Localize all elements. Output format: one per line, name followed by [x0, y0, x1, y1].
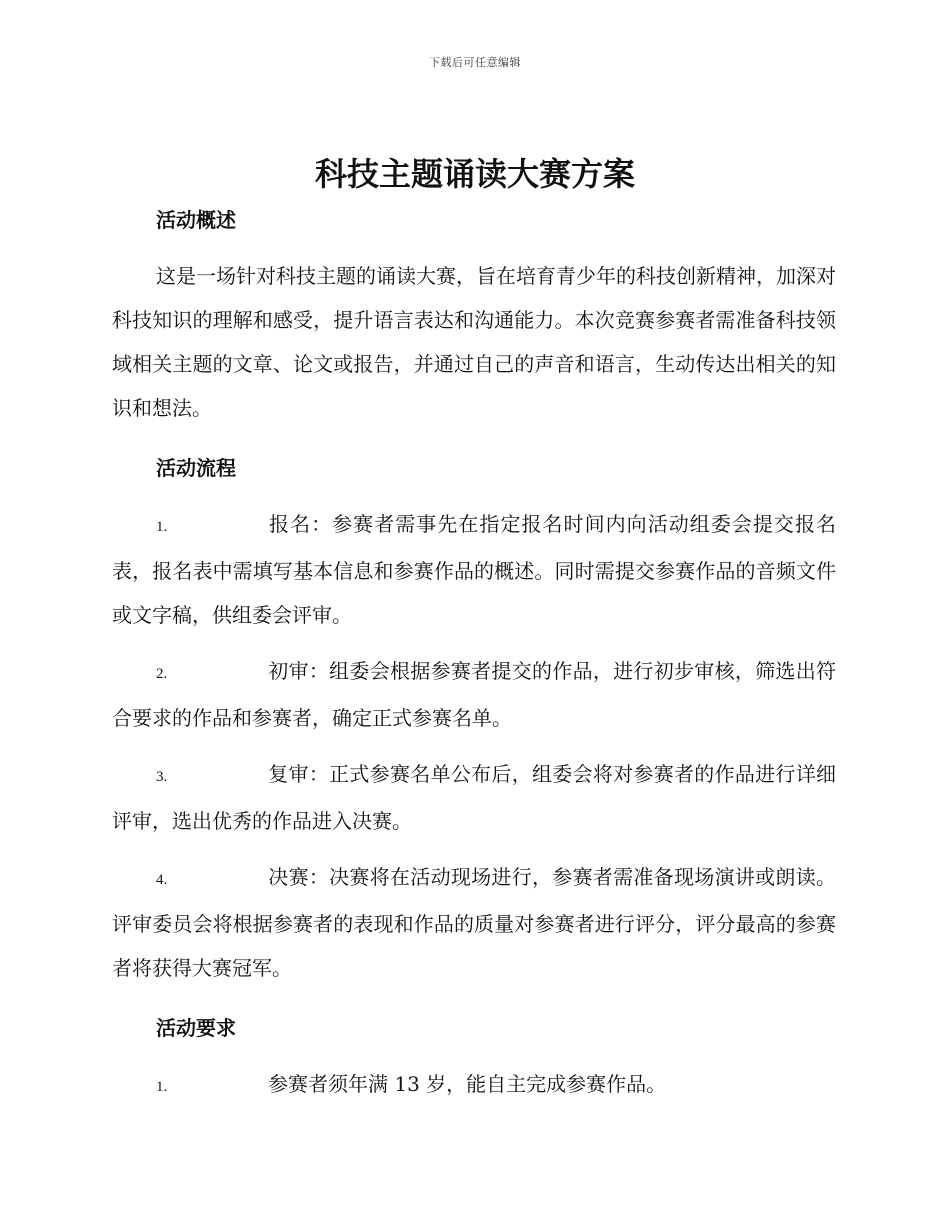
list-number: 3.: [156, 769, 168, 785]
list-number: 1.: [156, 1079, 168, 1095]
list-item-text: 复审：正式参赛名单公布后，组委会将对参赛者的作品进行详细评审，选出优秀的作品进入决赛。: [112, 762, 836, 833]
section-heading-overview: 活动概述: [156, 208, 236, 232]
list-item-text: 报名：参赛者需事先在指定报名时间内向活动组委会提交报名表，报名表中需填写基本信息和参赛作品的概述。同时需提交参赛作品的音频文件或文字稿，供组委会评审。: [112, 512, 836, 627]
overview-paragraph: 这是一场针对科技主题的诵读大赛，旨在培育青少年的科技创新精神，加深对科技知识的理解和感受，提升语言表达和沟通能力。本次竞赛参赛者需准备科技领域相关主题的文章、论文或报告，并通过自己的声音和语言，生动传达出相关的知识和想法。: [112, 264, 836, 420]
process-item-1: [112, 502, 836, 637]
process-item-4: [112, 855, 836, 990]
section-heading-process: 活动流程: [156, 456, 236, 480]
list-number: 1.: [156, 519, 168, 535]
list-item-text: 决赛：决赛将在活动现场进行，参赛者需准备现场演讲或朗读。评审委员会将根据参赛者的表现和作品的质量对参赛者进行评分，评分最高的参赛者将获得大赛冠军。: [112, 865, 836, 980]
document-body: [112, 198, 836, 1109]
requirements-item-1: [112, 1062, 836, 1109]
list-number: 4.: [156, 872, 168, 888]
process-item-3: [112, 752, 836, 843]
list-item-text: 参赛者须年满 13 岁，能自主完成参赛作品。: [268, 1072, 667, 1096]
list-item-text: 初审：组委会根据参赛者提交的作品，进行初步审核，筛选出符合要求的作品和参赛者，确定正式参赛名单。: [112, 659, 836, 730]
document-title: 科技主题诵读大赛方案: [314, 155, 635, 193]
list-number: 2.: [156, 666, 168, 682]
header-note: 下载后可任意编辑: [429, 56, 521, 69]
section-heading-requirements: 活动要求: [156, 1016, 236, 1040]
process-item-2: [112, 649, 836, 740]
